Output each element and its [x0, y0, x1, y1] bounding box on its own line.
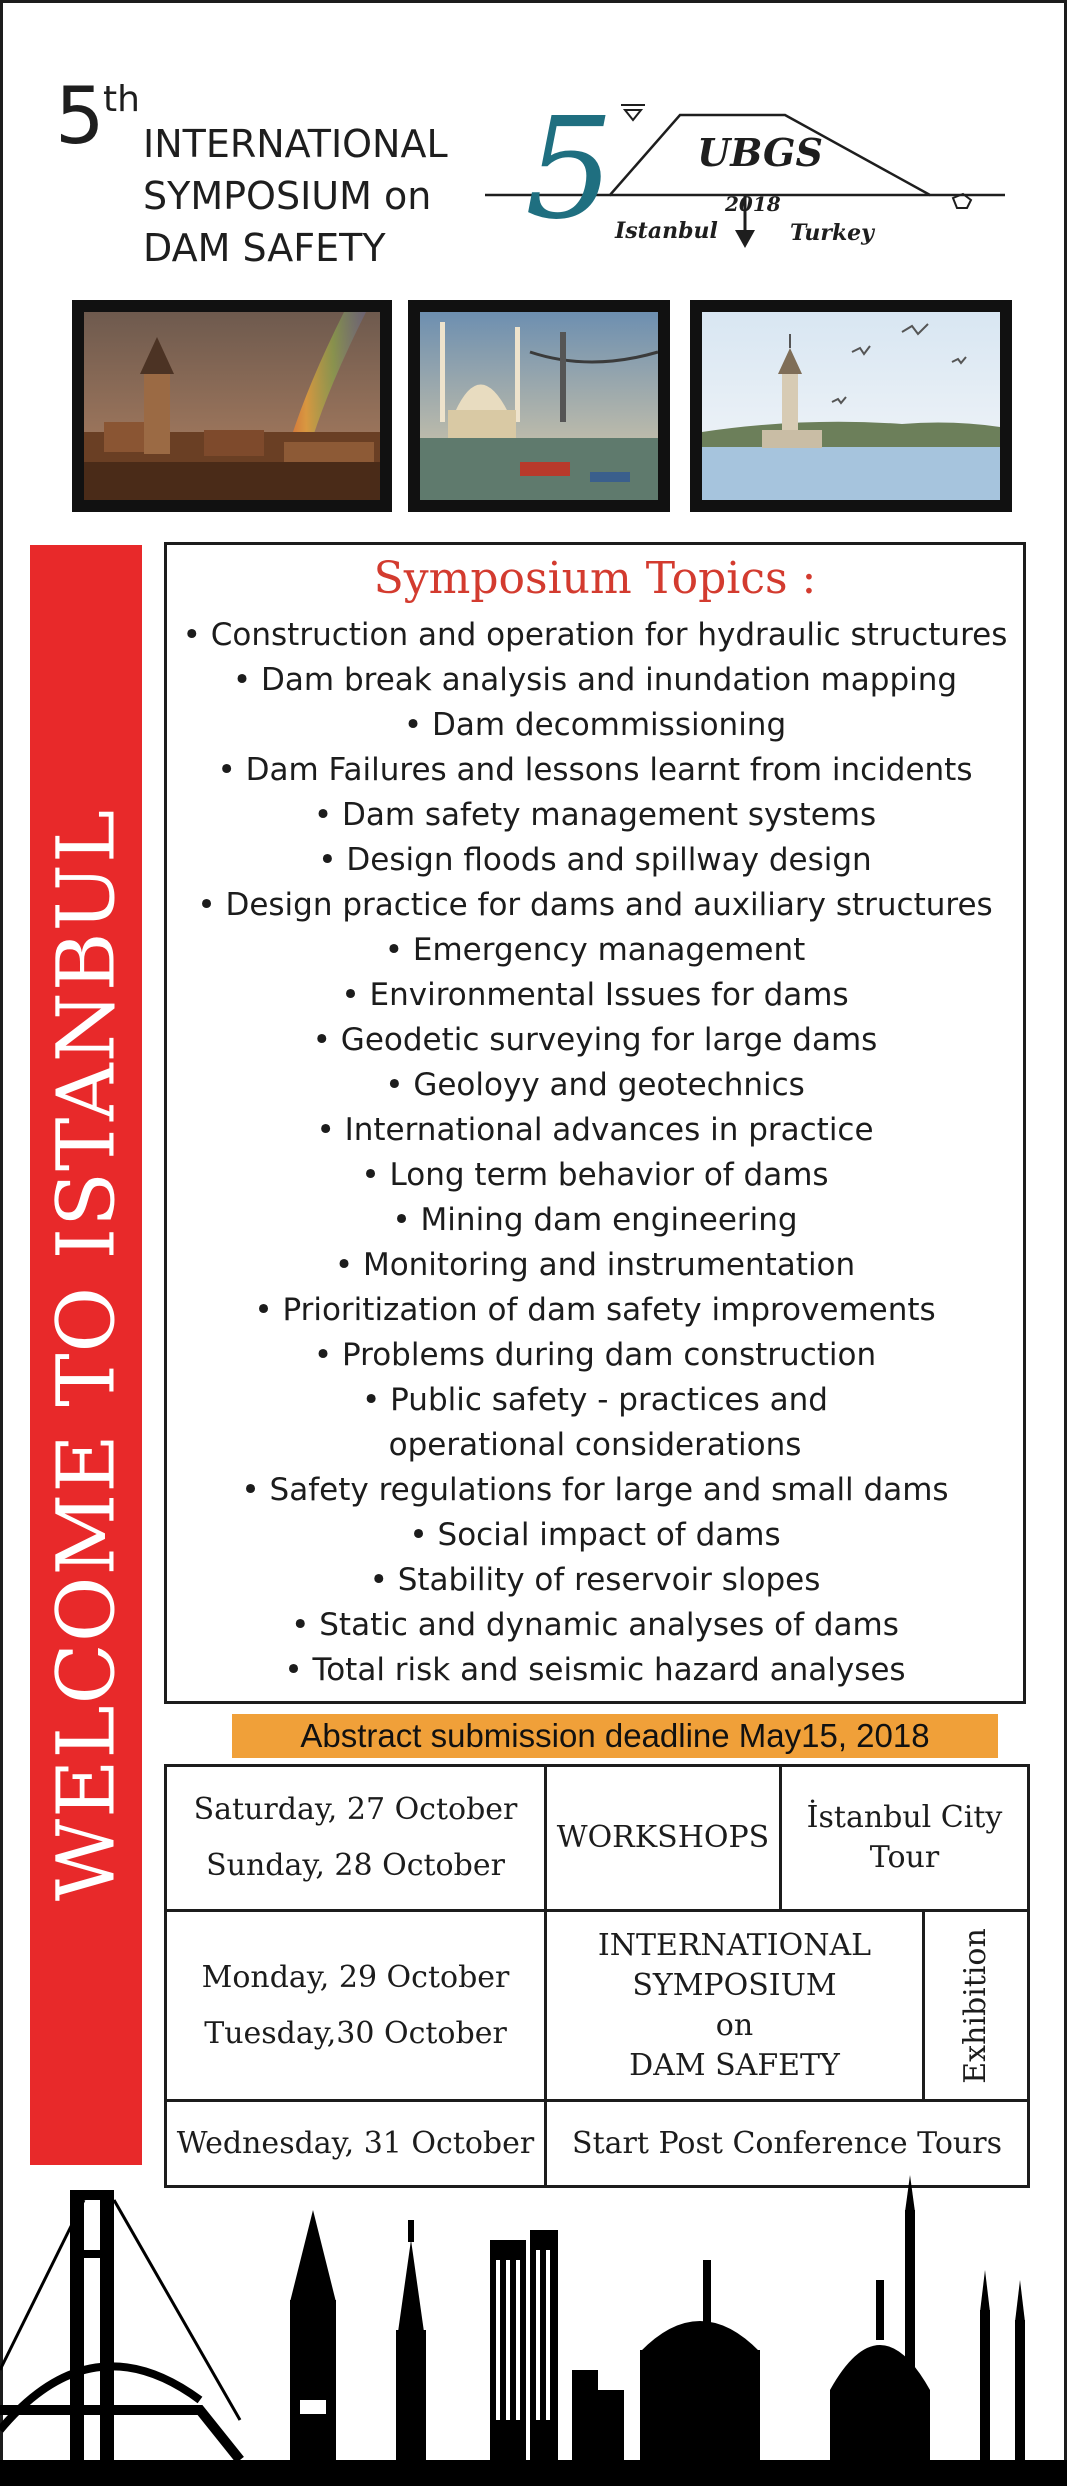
topic-item: • International advances in practice	[316, 1112, 874, 1148]
photo-maidens-tower	[690, 300, 1012, 512]
topics-list	[167, 613, 1023, 1693]
schedule-dates-weekend	[167, 1767, 547, 1912]
topic-item: • Problems during dam construction	[313, 1337, 877, 1373]
schedule-event: Start Post Conference Tours	[572, 2125, 1002, 2161]
title-line-3: DAM SAFETY	[143, 226, 386, 270]
schedule-symposium	[547, 1912, 925, 2102]
schedule-date: Saturday, 27 October	[193, 1792, 518, 1827]
topic-item: • Long term behavior of dams	[361, 1157, 829, 1193]
schedule-date: Monday, 29 October	[201, 1959, 510, 1995]
topic-item: • Geodetic surveying for large dams	[312, 1022, 878, 1058]
schedule-event: İstanbul City Tour	[806, 1800, 1003, 1875]
title-line-1: INTERNATIONAL	[143, 122, 448, 166]
schedule-dates-symposium	[167, 1912, 547, 2102]
schedule-date: Tuesday,30 October	[204, 2015, 507, 2051]
photo-ortakoy-mosque	[408, 300, 670, 512]
ortakoy-mosque-image	[420, 312, 658, 500]
topic-item: • Total risk and seismic hazard analyses	[284, 1652, 906, 1688]
schedule-workshops	[547, 1767, 782, 1912]
abstract-deadline: Abstract submission deadline May15, 2018	[232, 1714, 998, 1758]
topic-item: • Construction and operation for hydraulic structures	[182, 617, 1008, 653]
logo-country: Turkey	[790, 220, 874, 246]
galata-tower-image	[84, 312, 380, 500]
symposium-title	[55, 72, 485, 278]
title-lines	[143, 118, 448, 274]
edition-suffix: th	[103, 79, 140, 120]
schedule-event: Exhibition	[958, 1927, 994, 2084]
maidens-tower-image	[702, 312, 1000, 500]
schedule-event: WORKSHOPS	[556, 1820, 770, 1855]
schedule-city-tour	[782, 1767, 1027, 1912]
ubgs-logo	[485, 88, 1005, 270]
topic-item: • Mining dam engineering	[392, 1202, 798, 1238]
topic-item: • Static and dynamic analyses of dams	[291, 1607, 899, 1643]
topic-item: • Design practice for dams and auxiliary structures	[197, 887, 993, 923]
topic-item: • Emergency management	[384, 932, 806, 968]
topic-item: • Dam Failures and lessons learnt from incidents	[217, 752, 973, 788]
topic-item: • Geoloyy and geotechnics	[385, 1067, 805, 1103]
topic-item: • Dam break analysis and inundation mapping	[232, 662, 958, 698]
topic-item: • Dam safety management systems	[313, 797, 877, 833]
schedule-event-line: on	[715, 2007, 754, 2043]
edition-number: 5	[55, 72, 105, 162]
logo-city: Istanbul	[615, 218, 718, 244]
title-line-2: SYMPOSIUM on	[143, 174, 432, 218]
topic-item: • Dam decommissioning	[403, 707, 787, 743]
logo-abbreviation: UBGS	[697, 130, 823, 175]
topic-item: • Social impact of dams	[409, 1517, 781, 1553]
schedule-exhibition	[925, 1912, 1027, 2102]
topics-box	[164, 542, 1026, 1704]
topic-item: • Public safety - practices and operational considerations	[362, 1382, 828, 1463]
topics-heading: Symposium Topics :	[373, 553, 817, 604]
topic-item: • Environmental Issues for dams	[341, 977, 849, 1013]
schedule-event-line: INTERNATIONAL	[597, 1927, 872, 1963]
topic-item: • Safety regulations for large and small dams	[241, 1472, 949, 1508]
topic-item: • Monitoring and instrumentation	[334, 1247, 856, 1283]
welcome-text: WELCOME TO ISTANBUL	[39, 808, 133, 1902]
istanbul-skyline-icon	[0, 2170, 1067, 2486]
topic-item: • Stability of reservoir slopes	[369, 1562, 821, 1598]
schedule-date: Wednesday, 31 October	[176, 2125, 535, 2161]
photo-galata-tower	[72, 300, 392, 512]
schedule-date: Sunday, 28 October	[206, 1848, 505, 1883]
topic-item: • Prioritization of dam safety improvements	[254, 1292, 936, 1328]
logo-year: 2018	[725, 192, 781, 216]
schedule-table	[164, 1764, 1030, 2188]
topic-item: • Design floods and spillway design	[318, 842, 872, 878]
schedule-event-line: DAM SAFETY	[629, 2047, 840, 2083]
logo-number: 5	[525, 88, 615, 251]
schedule-event-line: SYMPOSIUM	[632, 1967, 837, 2003]
